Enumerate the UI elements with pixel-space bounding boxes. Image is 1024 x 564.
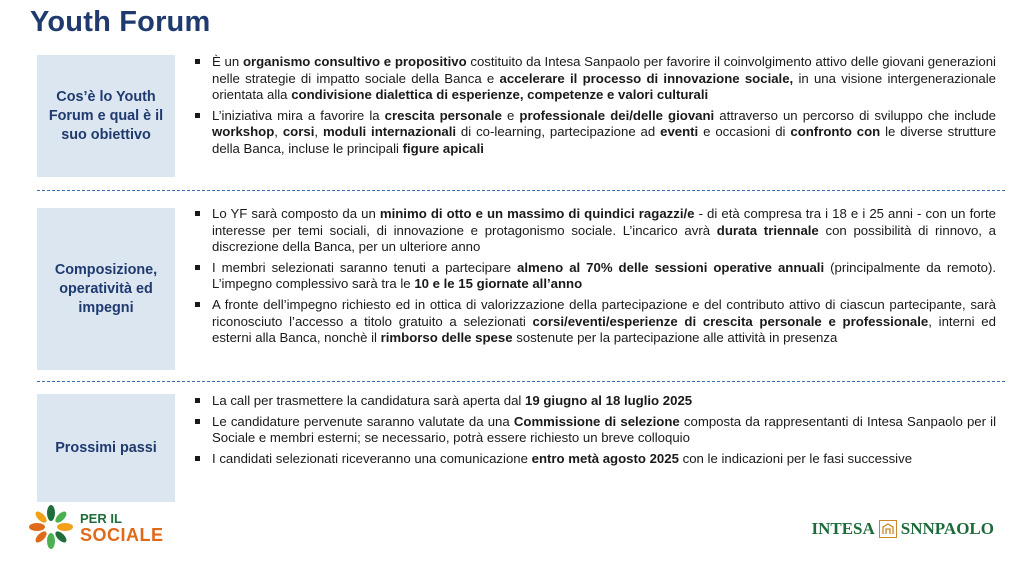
bullet-text-bold: workshop	[212, 124, 275, 140]
bullet-text: attraverso un percorso di sviluppo che include	[714, 107, 996, 123]
bullet-square-icon	[195, 211, 200, 216]
bullet-item	[190, 54, 996, 104]
bullet-text-bold: eventi	[660, 124, 699, 140]
bullet-text: e	[501, 107, 520, 123]
bullet-text: , interni ed esterni alla Banca, nonchè il	[212, 313, 996, 346]
bullet-text-bold: rimborso delle spese	[380, 330, 513, 346]
logo-mark-icon	[879, 520, 897, 538]
bullet-text: La call per trasmettere la candidatura sarà aperta dal	[212, 393, 526, 408]
bullet-text-bold: crescita personale	[384, 107, 502, 123]
bullet-text-bold: almeno al 70% delle sessioni operative annuali	[517, 259, 825, 275]
section-label-what: Cos’è lo Youth Forum e qual è il suo obiettivo	[37, 55, 175, 177]
bullet-text: A fronte dell’impegno richiesto ed in ottica di valorizzazione della partecipazione e del contributo attivo di ciascun partecipante, sarà riconosciuto l’accesso a titolo gratuito a selezionati	[212, 296, 996, 329]
page-title: Youth Forum	[30, 6, 211, 38]
bullet-text-bold: moduli internazionali	[322, 124, 457, 140]
bullet-text-bold: corsi	[282, 124, 315, 140]
section-divider	[37, 381, 1005, 382]
flower-icon	[28, 504, 74, 550]
bullet-square-icon	[195, 302, 200, 307]
intesa-sanpaolo-logo	[811, 519, 994, 539]
section-label-next-steps: Prossimi passi	[37, 394, 175, 502]
logo-line-2: SOCIALE	[80, 525, 164, 545]
bullet-square-icon	[195, 456, 200, 461]
logo-line-1: PER IL	[80, 511, 122, 526]
bullet-text: L’iniziativa mira a favorire la	[212, 107, 385, 123]
bullet-item	[190, 297, 996, 347]
bullet-text: - di età compresa tra i 18 e i 25 anni - con un forte interesse per temi sociali, di innovazione e protagonismo sociale. L’incarico avrà	[212, 206, 996, 238]
bullet-item	[190, 451, 996, 468]
bullet-text: I candidati selezionati riceveranno una comunicazione	[212, 450, 532, 466]
bullet-text: composta da rappresentanti di Intesa Sanpaolo per il Sociale e membri esterni; se necessario, potrà essere richiesto un breve colloquio	[212, 413, 997, 446]
bullet-text: Le candidature pervenute saranno valutate da una	[212, 413, 514, 429]
bullet-text-bold: figure apicali	[402, 140, 484, 156]
bullet-text: le diverse strutture della Banca, incluse le principali	[212, 124, 997, 156]
bullet-text: Lo YF sarà composto da un	[212, 206, 380, 221]
bullet-square-icon	[195, 59, 200, 64]
section-bullets-composition	[190, 206, 996, 351]
logo-word-1: INTESA	[811, 519, 875, 538]
bullet-item	[190, 393, 996, 410]
section-bullets-what	[190, 54, 996, 162]
bullet-text-bold: condivisione dialettica di esperienze, competenze e valori culturali	[291, 87, 709, 103]
bullet-text: È un	[212, 54, 243, 69]
bullet-text: sostenute per la partecipazione alle attività in presenza	[512, 330, 838, 346]
bullet-square-icon	[195, 398, 200, 403]
bullet-text-bold: Commissione di selezione	[513, 413, 680, 429]
per-il-sociale-logo	[28, 504, 164, 550]
bullet-square-icon	[195, 113, 200, 118]
bullet-text: con possibilità di rinnovo, a discrezione della Banca, per un ulteriore anno	[212, 222, 996, 255]
bullet-square-icon	[195, 265, 200, 270]
bullet-text: con le indicazioni per le fasi successive	[678, 450, 913, 466]
bullet-text: I membri selezionati saranno tenuti a partecipare	[212, 259, 518, 275]
bullet-text-bold: organismo consultivo e propositivo	[242, 54, 467, 69]
bullet-item	[190, 108, 996, 158]
bullet-text: ,	[274, 124, 283, 140]
bullet-text-bold: durata triennale	[716, 222, 819, 238]
section-divider	[37, 190, 1005, 191]
bullet-item	[190, 206, 996, 256]
section-bullets-next-steps	[190, 393, 996, 471]
bullet-item	[190, 260, 996, 293]
section-label-composition: Composizione, operatività ed impegni	[37, 208, 175, 370]
bullet-text-bold: 19 giugno al 18 luglio 2025	[525, 393, 693, 408]
bullet-text-bold: minimo di otto e un massimo di quindici ragazzi/e	[379, 206, 695, 221]
bullet-text: e occasioni di	[698, 124, 791, 140]
bullet-text-bold: confronto con	[790, 124, 881, 140]
bullet-text: in una visione intergenerazionale orientata alla	[212, 70, 997, 103]
bullet-text: (principalmente da remoto). L’impegno complessivo sarà tra le	[212, 259, 997, 292]
bullet-text-bold: professionale dei/delle giovani	[519, 107, 715, 123]
bullet-text-bold: 10 e le 15 giornate all’anno	[414, 276, 583, 292]
logo-word-2: SNNPAOLO	[900, 519, 994, 538]
bullet-text: ,	[314, 124, 323, 140]
bullet-text-bold: accelerare il processo di innovazione sociale,	[499, 70, 794, 86]
bullet-text-bold: corsi/eventi/esperienze di crescita personale e professionale	[532, 313, 929, 329]
bullet-text: di co-learning, partecipazione ad	[456, 124, 661, 140]
bullet-text-bold: entro metà agosto 2025	[531, 450, 679, 466]
bullet-item	[190, 414, 996, 447]
bullet-text: costituito da Intesa Sanpaolo per favorire il coinvolgimento attivo delle giovani generazioni nelle strategie di impatto sociale della Banca e	[212, 54, 996, 86]
bullet-square-icon	[195, 419, 200, 424]
